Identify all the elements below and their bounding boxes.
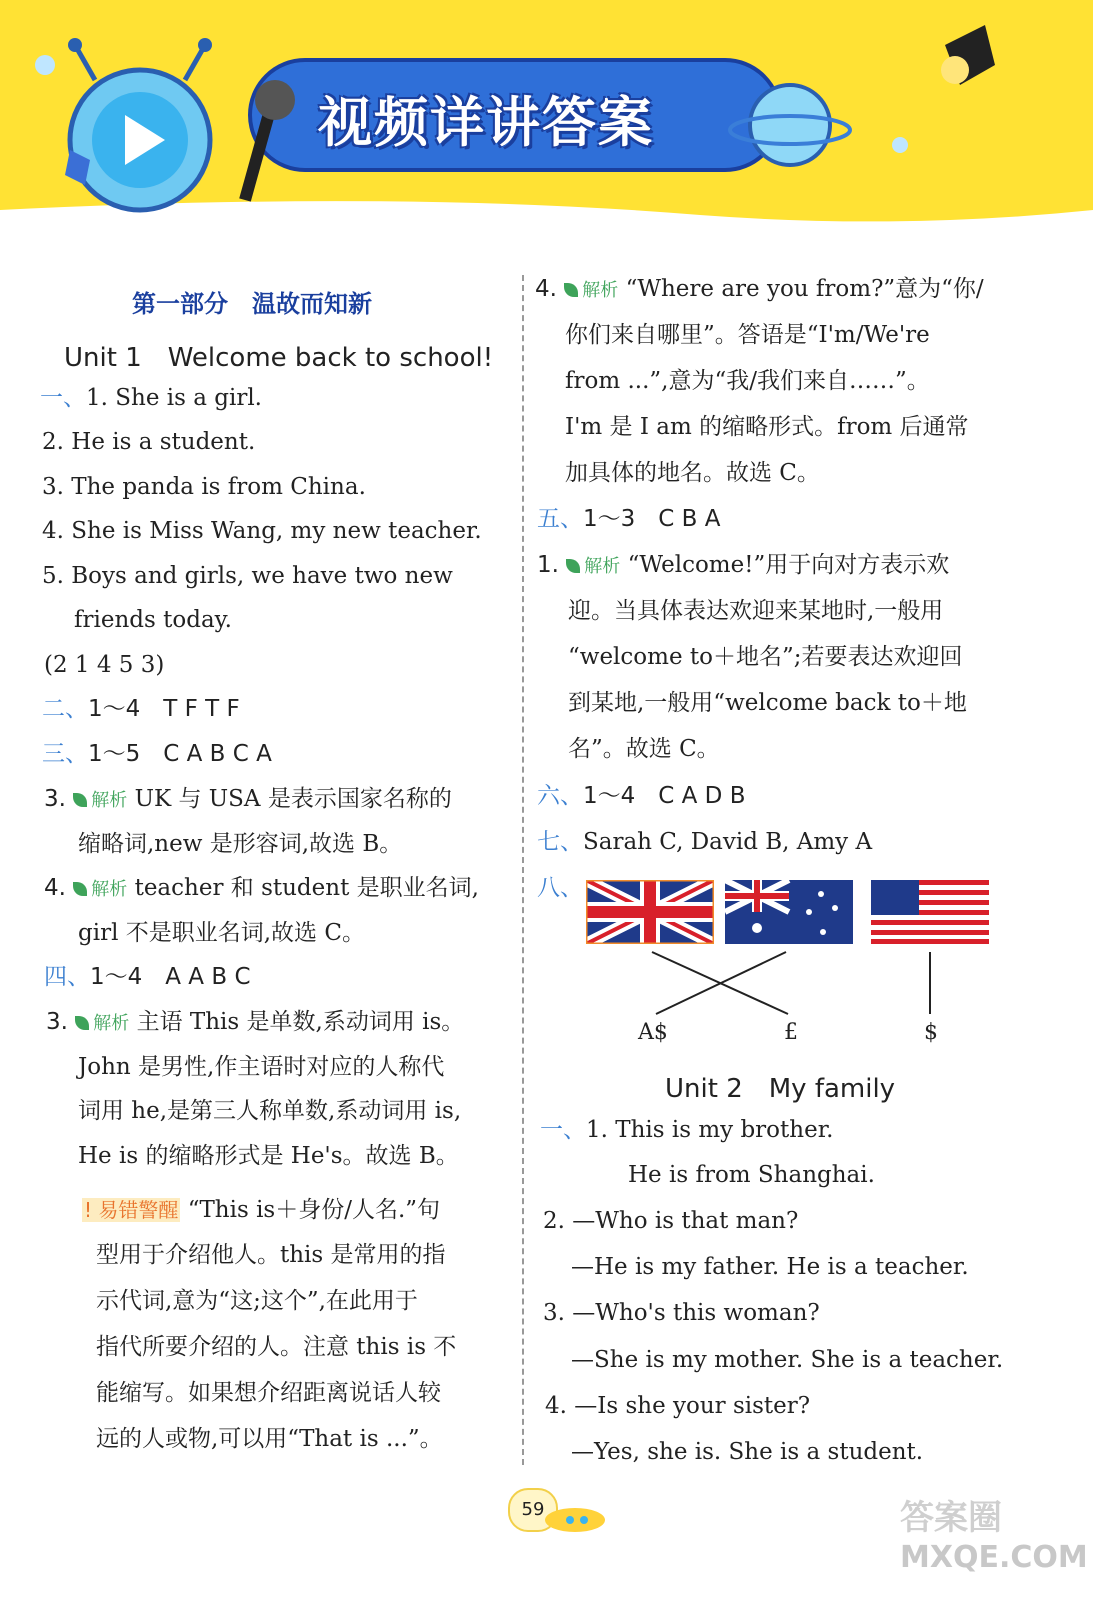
unit1-title: Unit 1 Welcome back to school! <box>64 343 494 373</box>
australia-flag <box>725 880 853 944</box>
section-mark: 六、 <box>537 783 583 809</box>
answer-line: He is from Shanghai. <box>628 1162 875 1188</box>
leaf-icon <box>564 283 578 297</box>
answer-line: (2 1 4 5 3) <box>44 652 165 678</box>
u1-s5 <box>537 504 720 534</box>
submarine-icon <box>540 1500 610 1536</box>
column-divider <box>522 275 524 1465</box>
answer-line: friends today. <box>74 607 232 633</box>
analysis-text: 到某地,一般用“welcome back to＋地 <box>568 690 967 716</box>
question-number: 4. <box>535 276 557 302</box>
matching-lines <box>640 948 960 1020</box>
section-mark: 八、 <box>537 875 583 901</box>
page-number: 59 <box>508 1488 558 1532</box>
u1-q3-analysis <box>44 784 452 816</box>
question-number: 3. <box>46 1009 68 1035</box>
analysis-text: 名”。故选 C。 <box>568 736 720 762</box>
analysis-text: I'm 是 I am 的缩略形式。from 后通常 <box>565 414 969 440</box>
answer-line: 3. The panda is from China. <box>42 474 366 500</box>
u1-r1-analysis <box>537 550 949 582</box>
analysis-tag: 解析 <box>91 790 128 811</box>
analysis-tag: 解析 <box>91 879 128 900</box>
answer-line: 2. He is a student. <box>42 429 256 455</box>
warning-text: 示代词,意为“这;这个”,在此用于 <box>96 1288 418 1314</box>
answer-line: 3. —Who's this woman? <box>543 1300 820 1326</box>
question-number: 4. <box>44 875 66 901</box>
answer-line: 1～4 A A B C <box>90 964 251 990</box>
u1-r4-analysis <box>535 274 984 306</box>
analysis-text: He is 的缩略形式是 He's。故选 B。 <box>78 1143 459 1169</box>
u1-s1 <box>40 383 262 413</box>
analysis-text: teacher 和 student 是职业名词, <box>134 875 479 901</box>
analysis-text: 你们来自哪里”。答语是“I'm/We're <box>565 322 930 348</box>
analysis-text: 主语 This 是单数,系动词用 is。 <box>136 1009 465 1035</box>
u1-s6 <box>537 781 745 811</box>
warning-text: “This is＋身份/人名.”句 <box>187 1197 441 1223</box>
currency-usd: $ <box>924 1020 938 1045</box>
u1-s3 <box>42 739 272 769</box>
analysis-tag: 解析 <box>93 1013 130 1034</box>
section-mark: 三、 <box>42 741 88 767</box>
warning-text: 远的人或物,可以用“That is ...”。 <box>96 1426 443 1452</box>
watermark-logo: 答案圈 <box>900 1498 1002 1538</box>
warning-text: 指代所要介绍的人。注意 this is 不 <box>96 1334 457 1360</box>
section-mark: 四、 <box>44 964 90 990</box>
answer-line: 1. She is a girl. <box>86 385 262 411</box>
banner-title: 视频详讲答案 <box>318 91 654 154</box>
answer-line: 2. —Who is that man? <box>543 1208 799 1234</box>
u1-s2 <box>42 694 240 724</box>
question-number: 3. <box>44 786 66 812</box>
answer-line: —He is my father. He is a teacher. <box>571 1254 969 1280</box>
section-mark: 二、 <box>42 696 88 722</box>
answer-line: 4. She is Miss Wang, my new teacher. <box>42 518 482 544</box>
analysis-tag: 解析 <box>582 280 619 301</box>
leaf-icon <box>75 1016 89 1030</box>
answer-line: 5. Boys and girls, we have two new <box>42 563 453 589</box>
analysis-text: 词用 he,是第三人称单数,系动词用 is, <box>78 1098 462 1124</box>
uk-flag <box>586 880 714 944</box>
warning-tag: ! 易错警醒 <box>84 1198 179 1222</box>
answer-line: —Yes, she is. She is a student. <box>571 1439 924 1465</box>
question-number: 1. <box>537 552 559 578</box>
answer-line: 1～5 C A B C A <box>88 741 272 767</box>
answer-line: —She is my mother. She is a teacher. <box>571 1347 1004 1373</box>
warning-text: 能缩写。如果想介绍距离说话人较 <box>96 1380 441 1406</box>
warning-note <box>82 1195 440 1225</box>
answer-line: 1. This is my brother. <box>586 1117 834 1143</box>
analysis-text: girl 不是职业名词,故选 C。 <box>78 920 365 946</box>
section-mark: 七、 <box>537 829 583 855</box>
analysis-text: UK 与 USA 是表示国家名称的 <box>134 786 452 812</box>
usa-flag <box>871 880 989 944</box>
watermark-url: MXQE.COM <box>900 1540 1088 1575</box>
answer-line: 4. —Is she your sister? <box>545 1393 811 1419</box>
answer-line: Sarah C, David B, Amy A <box>583 829 873 855</box>
part-title: 第一部分 温故而知新 <box>132 290 372 318</box>
analysis-tag: 解析 <box>584 556 621 577</box>
leaf-icon <box>566 559 580 573</box>
analysis-text: John 是男性,作主语时对应的人称代 <box>78 1054 445 1080</box>
section-mark: 一、 <box>540 1117 586 1143</box>
u1-s4 <box>44 962 251 992</box>
currency-aud: A$ <box>638 1020 668 1045</box>
analysis-text: 迎。当具体表达欢迎来某地时,一般用 <box>568 598 944 624</box>
u1-q4-analysis <box>44 873 479 905</box>
leaf-icon <box>73 882 87 896</box>
u1-q3b-analysis <box>46 1007 464 1039</box>
currency-gbp: £ <box>784 1020 798 1045</box>
u1-s7 <box>537 827 872 857</box>
header-banner <box>0 0 1093 250</box>
planet-icon <box>750 85 830 165</box>
analysis-text: “welcome to＋地名”;若要表达欢迎回 <box>568 644 963 670</box>
analysis-text: from ...”,意为“我/我们来自……”。 <box>565 368 930 394</box>
analysis-text: “Where are you from?”意为“你/ <box>625 276 984 302</box>
analysis-text: 缩略词,new 是形容词,故选 B。 <box>78 831 403 857</box>
u2-s1 <box>540 1115 833 1145</box>
answer-line: 1～3 C B A <box>583 506 721 532</box>
answer-line: 1～4 C A D B <box>583 783 746 809</box>
unit2-title: Unit 2 My family <box>665 1074 896 1104</box>
warning-text: 型用于介绍他人。this 是常用的指 <box>96 1242 446 1268</box>
analysis-text: 加具体的地名。故选 C。 <box>565 460 820 486</box>
section-mark: 五、 <box>537 506 583 532</box>
leaf-icon <box>73 793 87 807</box>
u1-s8-mark <box>537 873 583 903</box>
section-mark: 一、 <box>40 385 86 411</box>
answer-line: 1～4 T F T F <box>88 696 240 722</box>
analysis-text: “Welcome!”用于向对方表示欢 <box>627 552 950 578</box>
